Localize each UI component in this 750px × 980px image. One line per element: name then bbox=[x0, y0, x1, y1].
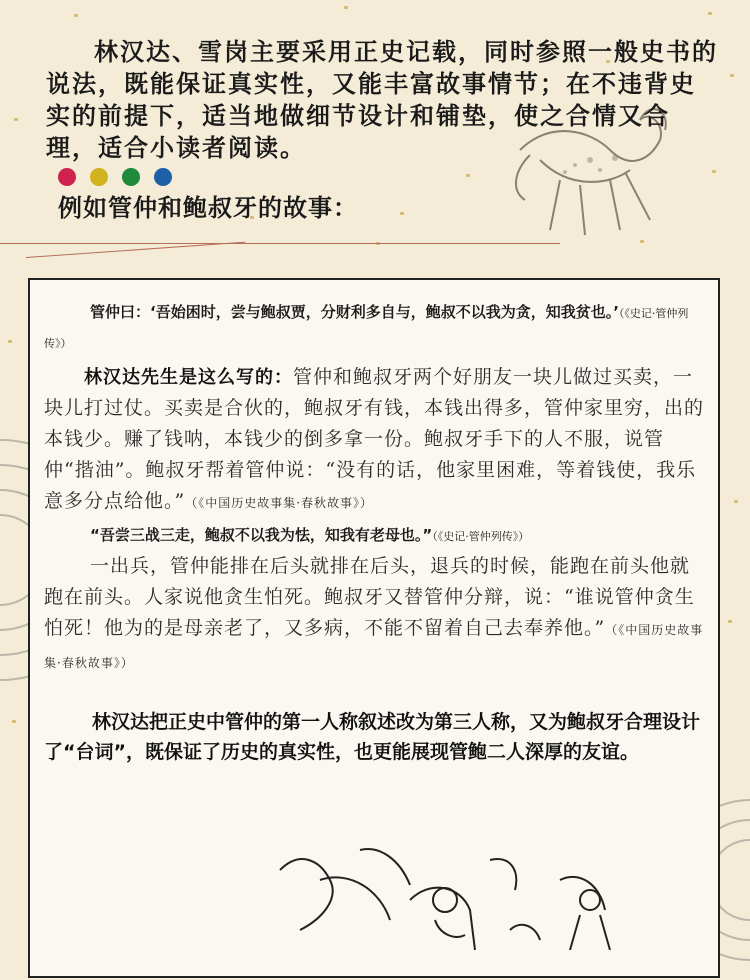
color-dots bbox=[58, 168, 172, 186]
story-panel bbox=[28, 278, 720, 978]
red-dot-icon bbox=[58, 168, 76, 186]
intro-paragraph: 林汉达、雪岗主要采用正史记载，同时参照一般史书的说法，既能保证真实性，又能丰富故事情节；在不违背史实的前提下，适当地做细节设计和铺垫，使之合情又合理，适合小读者阅读。 bbox=[46, 37, 718, 162]
story-panel-body bbox=[44, 298, 704, 767]
yellow-dot-icon bbox=[90, 168, 108, 186]
narration-1-source: （《中国历史故事集·春秋故事》） bbox=[185, 496, 374, 510]
quote-2-source: （《史记·管仲列传》） bbox=[432, 530, 530, 543]
narration-1 bbox=[44, 362, 704, 519]
narration-2 bbox=[44, 551, 704, 679]
quote-1-source: （《史记·管仲列传》） bbox=[44, 307, 689, 350]
narration-1-text: 管仲和鲍叔牙两个好朋友一块儿做过买卖，一块儿打过仗。买卖是合伙的，鲍叔牙有钱，本钱出得多，管仲家里穷，出的本钱少。赚了钱呐，本钱少的倒多拿一份。鲍叔牙手下的人不服，说管仲“揩油”。鲍叔牙帮着管仲说：“没有的话，他家里困难，等着钱使，我乐意多分点给他。” bbox=[44, 366, 705, 512]
quote-2-text: “吾尝三战三走，鲍叔不以我为怯，知我有老母也。” bbox=[90, 526, 433, 544]
blue-dot-icon bbox=[154, 168, 172, 186]
quote-1-text: 管仲曰：‘吾始困时，尝与鲍叔贾，分财利多自与，鲍叔不以我为贪，知我贫也。’ bbox=[90, 303, 619, 321]
narration-1-lead: 林汉达先生是这么写的： bbox=[84, 367, 293, 388]
summary-paragraph: 林汉达把正史中管仲的第一人称叙述改为第三人称，又为鲍叔牙合理设计了“台词”，既保证了历史的真实性，也更能展现管鲍二人深厚的友谊。 bbox=[44, 711, 701, 763]
narration-2-text: 一出兵，管仲能排在后头就排在后头，退兵的时候，能跑在前头他就跑在前头。人家说他贪生怕死。鲍叔牙又替管仲分辩，说：“谁说管仲贪生怕死！他为的是母亲老了，又多病，不能不留着自己去奉养他。” bbox=[44, 555, 695, 639]
quote-shiji-1 bbox=[44, 298, 704, 358]
quote-shiji-2 bbox=[44, 521, 704, 551]
green-dot-icon bbox=[122, 168, 140, 186]
narration-2-source: （《中国历史故事集·春秋故事》） bbox=[44, 623, 704, 670]
example-heading: 例如管仲和鲍叔牙的故事： bbox=[58, 194, 358, 222]
accent-line-diagonal bbox=[26, 242, 246, 258]
figures-illustration-icon bbox=[260, 840, 660, 950]
accent-line bbox=[0, 243, 560, 244]
